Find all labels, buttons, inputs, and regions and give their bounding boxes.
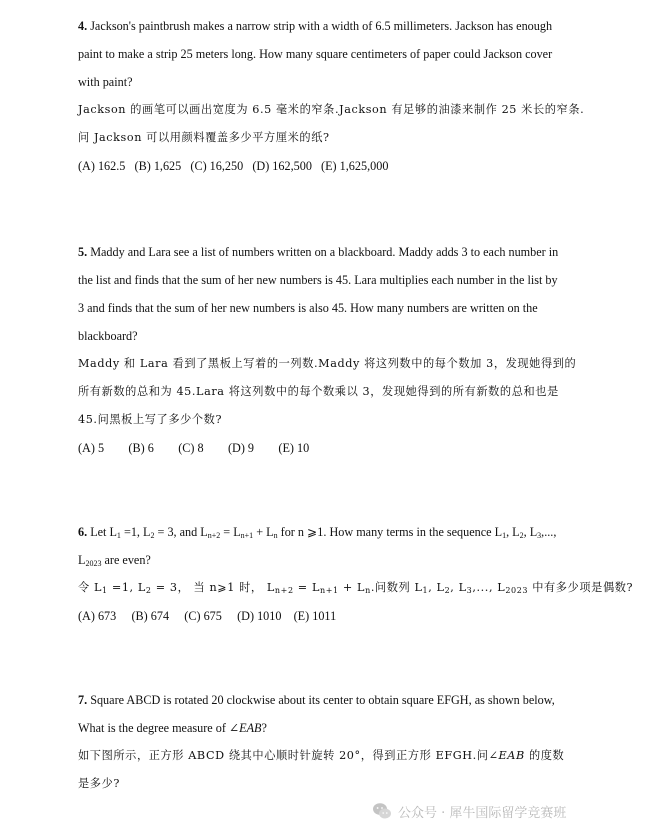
question-4 [78, 12, 585, 180]
watermark [372, 800, 566, 822]
q6-t-a: =1, L [120, 525, 151, 539]
q7-number: 7. [78, 693, 88, 707]
q6-cn-c: = 3， 当 n⩾1 时， L [151, 581, 275, 594]
q4-en-line-1 [78, 12, 582, 40]
question-7 [78, 686, 582, 798]
q6-cn-b: =1, L [107, 581, 146, 594]
q6-cn-g: , L [428, 581, 445, 594]
q4-en-line-3: with paint? [78, 75, 133, 89]
q6-sub-2: 2 [150, 531, 155, 540]
q5-en-line-3: 3 and finds that the sum of her new numbers is also 45. How many numbers are written on the [78, 301, 538, 315]
q5-en-line-1 [78, 238, 582, 266]
q7-cn-line-2: 是多少? [78, 777, 120, 790]
q5-choices: (A) 5 (B) 6 (C) 8 (D) 9 (E) 10 [78, 441, 310, 455]
q4-choices: (A) 162.5 (B) 1,625 (C) 16,250 (D) 162,500 (E) 1,625,000 [78, 159, 389, 173]
q7-angle: ∠EAB [228, 721, 262, 735]
q6-number: 6. [78, 525, 88, 539]
q6-t-c: = L [220, 525, 241, 539]
q4-en-line-2: paint to make a strip 25 meters long. How many square centimeters of paper could Jackson cover [78, 47, 553, 61]
q6-sub-4: n+1 [240, 531, 254, 540]
q6-cn-sub-7: 2 [444, 586, 451, 595]
q6-sub-8: 3 [537, 531, 542, 540]
q6-cn-sub-6: 1 [422, 586, 429, 595]
q5-number: 5. [78, 245, 88, 259]
q6-cn-a: 令 L [78, 581, 102, 594]
q7-en-line-2 [78, 714, 582, 742]
q7-cn-line-1 [78, 742, 582, 770]
q6-cn-f: .问数列 L [370, 581, 423, 594]
q6-l2-a: L [78, 553, 86, 567]
q4-number: 4. [78, 19, 88, 33]
q4-cn-line-1: Jackson 的画笔可以画出宽度为 6.5 毫米的窄条.Jackson 有足够的油漆来制作 25 米长的窄条. [78, 103, 585, 116]
q5-cn-line-2: 所有新数的总和为 45.Lara 将这列数中的每个数乘以 3，发现她得到的所有新数的总和也是 [78, 385, 559, 398]
q6-t-let: Let L [87, 525, 117, 539]
q6-t-h: ,..., [541, 525, 557, 539]
q6-en-line-1 [78, 518, 582, 546]
q6-cn-sub-4: n+1 [319, 586, 339, 595]
q6-cn-sub-5: n [365, 586, 371, 595]
q7-l2-a: What is the degree measure of [78, 721, 229, 735]
q6-sub-5: n [273, 531, 278, 540]
q6-cn-i: ,..., L [472, 581, 506, 594]
q6-cn-sub-2: 2 [145, 586, 152, 595]
q5-cn-line-3: 45.问黑板上写了多少个数? [78, 413, 223, 426]
q6-t-g: , L [523, 525, 538, 539]
q6-en-line-2 [78, 546, 582, 574]
q6-cn-sub-1: 1 [101, 586, 108, 595]
q5-en-line-4: blackboard? [78, 329, 138, 343]
q6-cn-sub-3: n+2 [274, 586, 294, 595]
q7-text-1: Square ABCD is rotated 20 clockwise about its center to obtain square EFGH, as shown below, [87, 693, 555, 707]
q6-t-f: , L [506, 525, 520, 539]
q6-cn-e: + L [338, 581, 366, 594]
q6-cn-sub-8: 3 [466, 586, 473, 595]
q6-cn-line-1 [78, 574, 634, 602]
question-6 [78, 518, 634, 630]
q5-cn-line-1: Maddy 和 Lara 看到了黑板上写着的一列数.Maddy 将这列数中的每个数加 3，发现她得到的 [78, 357, 577, 370]
q4-cn-line-2: 问 Jackson 可以用颜料覆盖多少平方厘米的纸? [78, 131, 330, 144]
q6-t-e: for n ⩾1. How many terms in the sequence L [277, 525, 503, 539]
q6-cn-d: = L [293, 581, 320, 594]
q6-choices: (A) 673 (B) 674 (C) 675 (D) 1010 (E) 1011 [78, 609, 337, 623]
question-5 [78, 238, 582, 462]
q4-text-1: Jackson's paintbrush makes a narrow strip with a width of 6.5 millimeters. Jackson has enough [87, 19, 553, 33]
q7-l2-c: ? [261, 721, 267, 735]
q6-sub-1: 1 [116, 531, 121, 540]
q6-l2-b: are even? [101, 553, 151, 567]
q7-cn-c: 的度数 [524, 749, 565, 762]
q6-cn-sub-9: 2023 [505, 586, 529, 595]
q6-l2-sub: 2023 [85, 559, 102, 568]
q6-sub-3: n+2 [207, 531, 221, 540]
q7-cn-a: 如下图所示，正方形 ABCD 绕其中心顺时针旋转 20°，得到正方形 EFGH.问 [78, 749, 489, 762]
wechat-icon [372, 801, 392, 821]
q5-en-line-2: the list and finds that the sum of her new numbers is 45. Lara multiplies each number in the list by [78, 273, 558, 287]
watermark-text: 公众号 · 犀牛国际留学竞赛班 [398, 805, 567, 821]
q6-cn-h: , L [450, 581, 467, 594]
q7-en-line-1 [78, 686, 582, 714]
q6-t-b: = 3, and L [154, 525, 208, 539]
q6-sub-7: 2 [519, 531, 524, 540]
q7-cn-angle: ∠EAB [488, 749, 525, 762]
q6-t-d: + L [253, 525, 274, 539]
q6-sub-6: 1 [502, 531, 507, 540]
q6-cn-j: 中有多少项是偶数? [528, 581, 634, 594]
q5-text-1: Maddy and Lara see a list of numbers written on a blackboard. Maddy adds 3 to each number in [87, 245, 559, 259]
